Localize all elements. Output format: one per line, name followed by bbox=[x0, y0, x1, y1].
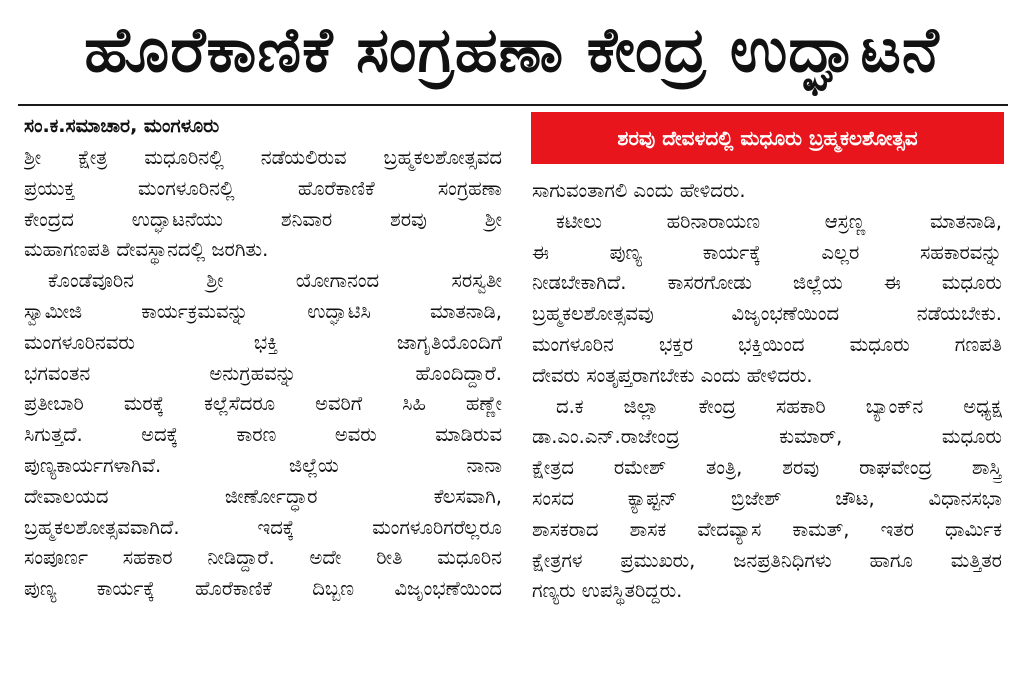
right-column bbox=[532, 176, 1002, 607]
article-line: ಪುಣ್ಯಕಾರ್ಯಗಳಾಗಿವೆ. ಜಿಲ್ಲೆಯ ನಾನಾ bbox=[24, 453, 502, 477]
byline: ಸಂ.ಕ.ಸಮಾಚಾರ, ಮಂಗಳೂರು bbox=[24, 115, 220, 137]
article-line: ಪ್ರಯುಕ್ತ ಮಂಗಳೂರಿನಲ್ಲಿ ಹೊರೆಕಾಣಿಕೆ ಸಂಗ್ರಹಣಾ bbox=[24, 176, 502, 200]
article-line: ಗಣ್ಯರು ಉಪಸ್ಥಿತರಿದ್ದರು. bbox=[532, 579, 683, 603]
article-line: ಬ್ರಹ್ಮಕಲಶೋತ್ಸವವಾಗಿದೆ. ಇದಕ್ಕೆ ಮಂಗಳೂರಿಗರೆಲ್ಲರೂ bbox=[24, 515, 502, 539]
article-line: ಸಂಪೂರ್ಣ ಸಹಕಾರ ನೀಡಿದ್ದಾರೆ. ಅದೇ ರೀತಿ ಮಧೂರಿನ bbox=[24, 546, 502, 570]
article-line: ಮಹಾಗಣಪತಿ ದೇವಸ್ಥಾನದಲ್ಲಿ ಜರಗಿತು. bbox=[24, 238, 269, 262]
left-column bbox=[24, 143, 502, 605]
article-line: ಮಂಗಳೂರಿನ ಭಕ್ತರ ಭಕ್ತಿಯಿಂದ ಮಧೂರು ಗಣಪತಿ bbox=[532, 332, 1002, 356]
article-line: ಭಗವಂತನ ಅನುಗ್ರಹವನ್ನು ಹೊಂದಿದ್ದಾರೆ. bbox=[24, 361, 502, 385]
article-line: ಶಾಸಕರಾದ ಶಾಸಕ ವೇದವ್ಯಾಸ ಕಾಮತ್, ಇತರ ಧಾರ್ಮಿಕ bbox=[532, 517, 1002, 541]
article-line: ಸಿಗುತ್ತದೆ. ಅದಕ್ಕೆ ಕಾರಣ ಅವರು ಮಾಡಿರುವ bbox=[24, 423, 502, 447]
sidebar-banner: ಶರವು ದೇವಳದಲ್ಲಿ ಮಧೂರು ಬ್ರಹ್ಮಕಲಶೋತ್ಸವ bbox=[531, 112, 1004, 164]
article-line: ಮಂಗಳೂರಿನವರು ಭಕ್ತಿ ಜಾಗೃತಿಯೊಂದಿಗೆ bbox=[24, 330, 502, 354]
article-line: ಸಾಗುವಂತಾಗಲಿ ಎಂದು ಹೇಳಿದರು. bbox=[532, 179, 746, 202]
article-line: ಪ್ರತೀಬಾರಿ ಮರಕ್ಕೆ ಕಲ್ಲೆಸೆದರೂ ಅವರಿಗೆ ಸಿಹಿ ಹಣ್ಣೇ bbox=[24, 392, 502, 416]
headline: ಹೊರೆಕಾಣಿಕೆ ಸಂಗ್ರಹಣಾ ಕೇಂದ್ರ ಉದ್ಘಾಟನೆ bbox=[84, 13, 940, 86]
article-line: ದ.ಕ ಜಿಲ್ಲಾ ಕೇಂದ್ರ ಸಹಕಾರಿ ಬ್ಯಾಂಕ್‌ನ ಅಧ್ಯಕ್ಷ bbox=[556, 394, 1002, 418]
article-line: ಸ್ವಾಮೀಜಿ ಕಾರ್ಯಕ್ರಮವನ್ನು ಉದ್ಘಾಟಿಸಿ ಮಾತನಾಡಿ, bbox=[24, 299, 502, 323]
article-line: ಪುಣ್ಯ ಕಾರ್ಯಕ್ಕೆ ಹೊರೆಕಾಣಿಕೆ ದಿಬ್ಬಣ ವಿಜೃಂಭಣೆಯಿಂದ bbox=[24, 577, 502, 601]
article-line: ಶ್ರೀ ಕ್ಷೇತ್ರ ಮಧೂರಿನಲ್ಲಿ ನಡೆಯಲಿರುವ ಬ್ರಹ್ಮಕಲಶೋತ್ಸವದ bbox=[24, 146, 502, 169]
article-line: ಕೇಂದ್ರದ ಉದ್ಘಾಟನೆಯು ಶನಿವಾರ ಶರವು ಶ್ರೀ bbox=[24, 207, 502, 231]
article-line: ದೇವಾಲಯದ ಜೀರ್ಣೋದ್ಧಾರ ಕೆಲಸವಾಗಿ, bbox=[24, 484, 502, 508]
article-line: ಈ ಪುಣ್ಯ ಕಾರ್ಯಕ್ಕೆ ಎಲ್ಲರ ಸಹಕಾರವನ್ನು bbox=[532, 240, 1002, 264]
article-line: ಸಂಸದ ಕ್ಯಾಪ್ಟನ್ ಬ್ರಿಜೇಶ್ ಚೌಟ, ವಿಧಾನಸಭಾ bbox=[532, 486, 1002, 510]
article-line: ಕ್ಷೇತ್ರಗಳ ಪ್ರಮುಖರು, ಜನಪ್ರತಿನಿಧಿಗಳು ಹಾಗೂ ಮತ್ತಿತರ bbox=[532, 548, 1002, 572]
article-line: ಕೊಂಡೆವೂರಿನ ಶ್ರೀ ಯೋಗಾನಂದ ಸರಸ್ವತೀ bbox=[48, 269, 502, 293]
article-line: ಕ್ಷೇತ್ರದ ರಮೇಶ್ ತಂತ್ರಿ, ಶರವು ರಾಘವೇಂದ್ರ ಶಾಸ್ತ್ರಿ bbox=[532, 456, 1002, 480]
article-line: ನೀಡಬೇಕಾಗಿದೆ. ಕಾಸರಗೋಡು ಜಿಲ್ಲೆಯ ಈ ಮಧೂರು bbox=[532, 271, 1002, 295]
article-line: ದೇವರು ಸಂತೃಪ್ತರಾಗಬೇಕು ಎಂದು ಹೇಳಿದರು. bbox=[532, 363, 813, 387]
article-line: ಕಟೀಲು ಹರಿನಾರಾಯಣ ಆಸ್ರಣ್ಣ ಮಾತನಾಡಿ, bbox=[556, 209, 1002, 233]
headline-rule bbox=[18, 104, 1008, 106]
article-line: ಡಾ.ಎಂ.ಎನ್.ರಾಜೇಂದ್ರ ಕುಮಾರ್, ಮಧೂರು bbox=[532, 425, 1002, 449]
article-line: ಬ್ರಹ್ಮಕಲಶೋತ್ಸವವು ವಿಜೃಂಭಣೆಯಿಂದ ನಡೆಯಬೇಕು. bbox=[532, 302, 1002, 326]
